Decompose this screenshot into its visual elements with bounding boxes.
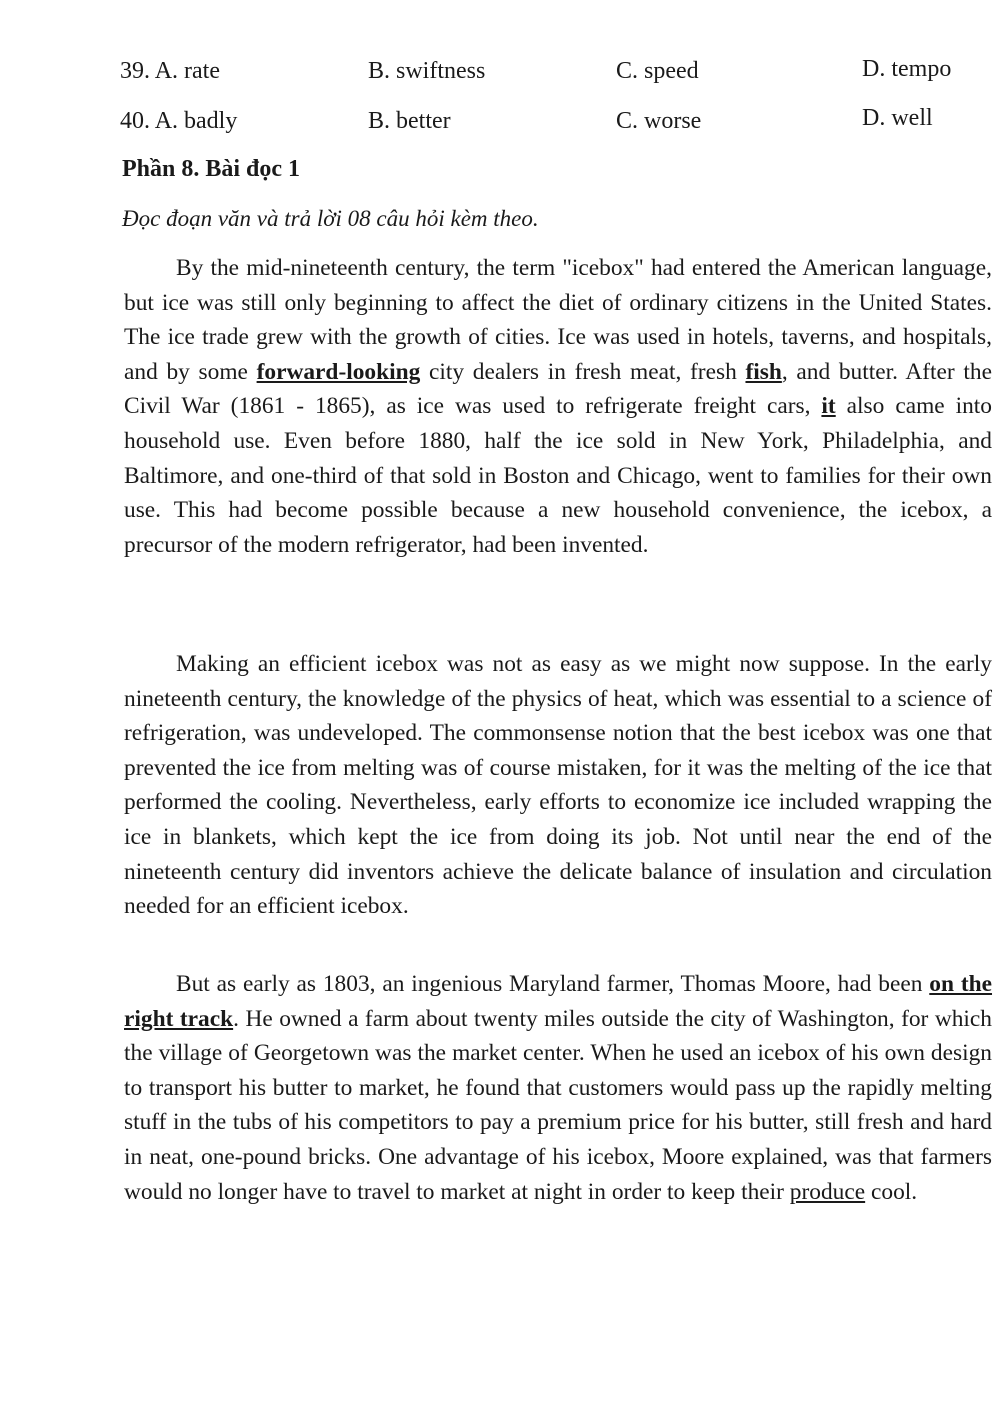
passage-paragraph-3: But as early as 1803, an ingenious Maryland farmer, Thomas Moore, had been on the right track. He owned a farm about twenty miles outside the city of Washington, for which the village of Georgetown was the market center. When he used an icebox of his own design to transport his butter to market, he found that customers would pass up the rapidly melting stuff in the tubs of his competitors to pay a premium price for his butter, still fresh and hard in neat, one-pound bricks. One advantage of his icebox, Moore explained, was that farmers would no longer have to travel to market at night in order to keep their produce cool. xyxy=(124,971,993,1205)
section-title: Phần 8. Bài đọc 1 xyxy=(122,156,301,182)
question-39-option-c[interactable]: C. speed xyxy=(616,58,699,84)
question-number: 39. xyxy=(120,58,150,84)
highlighted-term-fish: fish xyxy=(745,358,782,385)
question-39-option-d[interactable]: D. tempo xyxy=(862,56,952,82)
question-40-option-d[interactable]: D. well xyxy=(862,105,933,131)
question-40-options xyxy=(120,105,980,142)
question-39-option-b[interactable]: B. swiftness xyxy=(368,58,486,84)
highlighted-term-produce: produce xyxy=(789,1178,866,1205)
section-instruction: Đọc đoạn văn và trả lời 08 câu hỏi kèm theo. xyxy=(122,206,539,231)
passage-paragraph-1: By the mid-nineteenth century, the term "icebox" had entered the American language, but ice was still only beginning to affect the diet of ordinary citizens in the United States. The ice trade grew with the growth of cities. Ice was used in hotels, taverns, and hospitals, and by some forward-looking city dealers in fresh meat, fresh fish, and butter. After the Civil War (1861 - 1865), as ice was used to refrigerate freight cars, it also came into household use. Even before 1880, half the ice sold in New York, Philadelphia, and Baltimore, and one-third of that sold in Boston and Chicago, went to families for their own use. This had become possible because a new household convenience, the icebox, a precursor of the modern refrigerator, had been invented. xyxy=(124,255,993,558)
question-40-option-b[interactable]: B. better xyxy=(368,108,451,134)
highlighted-term-on-the-right-track: on the right track xyxy=(124,971,993,1032)
question-39-option-a[interactable]: 39. A. rate xyxy=(120,58,220,84)
question-40-option-a[interactable]: 40. A. badly xyxy=(120,108,238,134)
question-40-option-c[interactable]: C. worse xyxy=(616,108,702,134)
question-39-options xyxy=(120,58,980,92)
passage-paragraph-2: Making an efficient icebox was not as easy as we might now suppose. In the early nineteenth century, the knowledge of the physics of heat, which was essential to a science of refrigeration, was undeveloped. The commonsense notion that the best icebox was one that prevented the ice from melting was of course mistaken, for it was the melting of the ice that performed the cooling. Nevertheless, early efforts to economize ice included wrapping the ice in blankets, which kept the ice from doing its job. Not until near the end of the nineteenth century did inventors achieve the delicate balance of insulation and circulation needed for an efficient icebox. xyxy=(124,651,992,920)
highlighted-term-it: it xyxy=(821,393,836,420)
highlighted-term-forward-looking: forward-looking xyxy=(256,358,421,385)
question-number: 40. xyxy=(120,108,150,134)
